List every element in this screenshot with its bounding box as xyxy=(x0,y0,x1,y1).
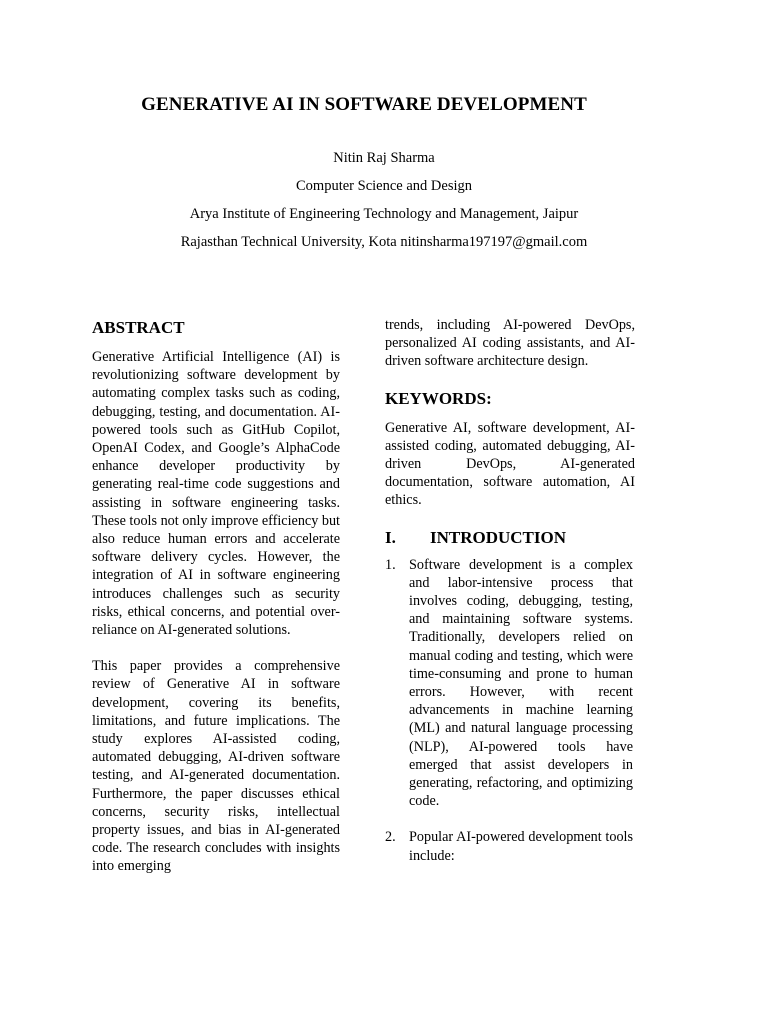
left-column xyxy=(92,316,340,876)
list-item xyxy=(385,556,635,811)
list-item-text: Popular AI-powered development tools include: xyxy=(409,829,633,864)
list-marker: 1. xyxy=(385,556,396,573)
introduction-heading xyxy=(385,528,635,548)
keywords-text: Generative AI, software development, AI-assisted coding, automated debugging, AI-driven DevOps, AI-generated documentation, software automation, AI ethics. xyxy=(385,419,635,509)
section-number: I. xyxy=(385,527,396,547)
right-column xyxy=(385,316,635,865)
introduction-list xyxy=(385,556,635,865)
list-marker: 2. xyxy=(385,829,396,846)
author-institute: Arya Institute of Engineering Technology and Management, Jaipur xyxy=(189,206,579,222)
abstract-paragraph-2: This paper provides a comprehensive review of Generative AI in software development, covering its benefits, limitations, and future implications. The study explores AI-assisted coding, automated debugging, AI-driven software testing, and AI-generated documentation. Furthermore, the paper discusses ethical concerns, security risks, intellectual property issues, and bias in AI-generated code. The research concludes with insights into emerging xyxy=(92,658,340,875)
list-item xyxy=(385,828,635,864)
abstract-paragraph-2-continued: trends, including AI-powered DevOps, personalized AI coding assistants, and AI-driven software architecture design. xyxy=(385,317,635,370)
list-item-text: Software development is a complex and labor-intensive process that involves coding, debugging, testing, and maintaining software systems. Traditionally, developers relied on manual coding and testing, which were time-consuming and prone to human errors. However, with recent advancements in machine learning (ML) and natural language processing (NLP), AI-powered tools have emerged that assist developers in generating, refactoring, and optimizing code. xyxy=(409,556,633,810)
section-title: INTRODUCTION xyxy=(430,527,567,547)
author-department: Computer Science and Design xyxy=(296,178,472,194)
author-name: Nitin Raj Sharma xyxy=(333,150,435,166)
abstract-heading: ABSTRACT xyxy=(92,318,185,337)
author-block xyxy=(0,148,768,260)
author-university-email: Rajasthan Technical University, Kota nitinsharma197197@gmail.com xyxy=(180,234,588,250)
paper-title: GENERATIVE AI IN SOFTWARE DEVELOPMENT xyxy=(141,94,587,115)
abstract-paragraph-1: Generative Artificial Intelligence (AI) is revolutionizing software development by automating complex tasks such as coding, debugging, testing, and documentation. AI-powered tools such as GitHub Copilot, OpenAI Codex, and Google’s AlphaCode enhance developer productivity by generating real-time code suggestions and assisting in software engineering tasks. These tools not only improve efficiency but also reduce human errors and accelerate software delivery cycles. However, the integration of AI in software engineering introduces challenges such as security risks, ethical concerns, and potential over-reliance on AI-generated solutions. xyxy=(92,349,340,639)
keywords-heading: KEYWORDS: xyxy=(385,388,492,408)
